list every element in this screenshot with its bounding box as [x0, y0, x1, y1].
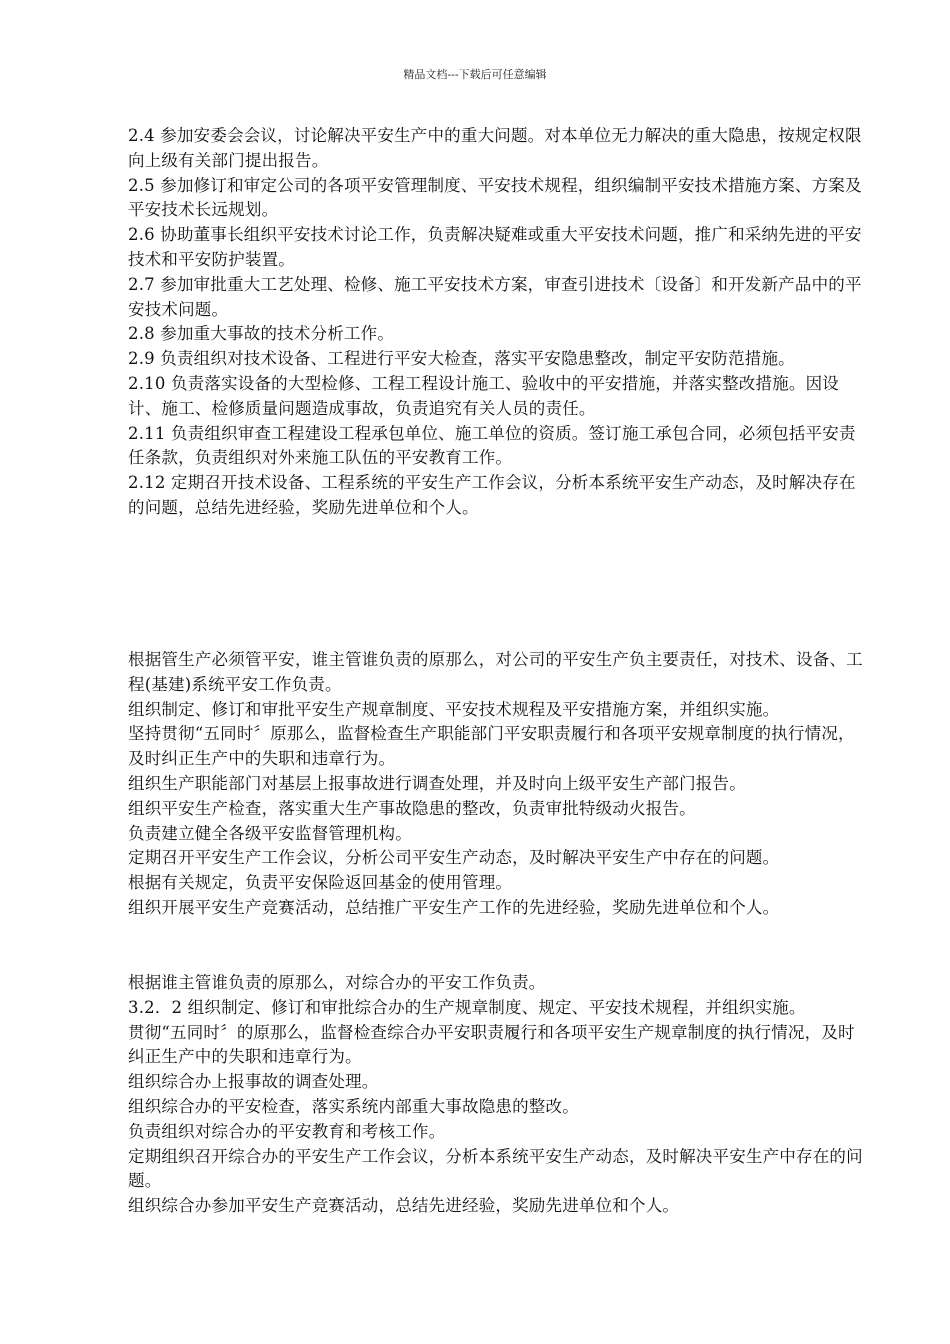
paragraph: 2.4 参加安委会会议，讨论解决平安生产中的重大问题。对本单位无力解决的重大隐患，按规定权限向上级有关部门提出报告。 — [128, 126, 862, 170]
paragraph: 组织综合办参加平安生产竞赛活动，总结先进经验，奖励先进单位和个人。 — [128, 1196, 680, 1216]
paragraph: 定期组织召开综合办的平安生产工作会议，分析本系统平安生产动态，及时解决平安生产中存在的问题。 — [128, 1146, 863, 1191]
paragraph: 组织制定、修订和审批平安生产规章制度、平安技术规程及平安措施方案，并组织实施。 — [128, 699, 780, 719]
paragraph: 根据有关规定，负责平安保险返回基金的使用管理。 — [128, 873, 513, 893]
paragraph: 2.10 负责落实设备的大型检修、工程工程设计施工、验收中的平安措施，并落实整改措施。因设计、施工、检修质量问题造成事故，负责追究有关人员的责任。 — [128, 373, 839, 418]
paragraph: 组织开展平安生产竞赛活动，总结推广平安生产工作的先进经验，奖励先进单位和个人。 — [128, 897, 780, 917]
paragraph: 贯彻“五同时〞的原那么，监督检查综合办平安职责履行和各项平安生产规章制度的执行情况，及时纠正生产中的失职和违章行为。 — [128, 1022, 855, 1067]
paragraph: 负责组织对综合办的平安教育和考核工作。 — [128, 1121, 446, 1141]
paragraph: 坚持贯彻“五同时〞原那么，监督检查生产职能部门平安职责履行和各项平安规章制度的执行情况，及时纠正生产中的失职和违章行为。 — [128, 724, 855, 769]
section-production-safety-duties — [128, 648, 868, 921]
paragraph: 2.5 参加修订和审定公司的各项平安管理制度、平安技术规程，组织编制平安技术措施方案、方案及平安技术长远规划。 — [128, 175, 862, 220]
paragraph: 负责建立健全各级平安监督管理机构。 — [128, 823, 412, 843]
paragraph: 2.7 参加审批重大工艺处理、检修、施工平安技术方案，审查引进技术〔设备〕和开发新产品中的平安技术问题。 — [128, 274, 862, 319]
paragraph: 2.6 协助董事长组织平安技术讨论工作，负责解决疑难或重大平安技术问题，推广和采纳先进的平安技术和平安防护装置。 — [128, 225, 862, 269]
section-deputy-technical-duties — [128, 124, 868, 521]
paragraph: 组织综合办上报事故的调查处理。 — [128, 1072, 379, 1092]
section-general-office-duties — [128, 971, 868, 1219]
paragraph: 根据管生产必须管平安，谁主管谁负责的原那么，对公司的平安生产负主要责任，对技术、设备、工程(基建)系统平安工作负责。 — [128, 650, 863, 694]
paragraph: 3.2．2 组织制定、修订和审批综合办的生产规章制度、规定、平安技术规程，并组织实施。 — [128, 997, 806, 1017]
paragraph: 2.9 负责组织对技术设备、工程进行平安大检查，落实平安隐患整改，制定平安防范措施。 — [128, 349, 795, 369]
paragraph: 组织综合办的平安检查，落实系统内部重大事故隐患的整改。 — [128, 1096, 579, 1116]
paragraph: 根据谁主管谁负责的原那么，对综合办的平安工作负责。 — [128, 973, 546, 992]
paragraph: 组织平安生产检查，落实重大生产事故隐患的整改，负责审批特级动火报告。 — [128, 798, 696, 818]
paragraph: 定期召开平安生产工作会议，分析公司平安生产动态，及时解决平安生产中存在的问题。 — [128, 848, 780, 868]
page-header: 精品文档---下载后可任意编辑 — [403, 68, 547, 81]
paragraph: 组织生产职能部门对基层上报事故进行调查处理，并及时向上级平安生产部门报告。 — [128, 773, 746, 793]
paragraph: 2.11 负责组织审查工程建设工程承包单位、施工单位的资质。签订施工承包合同，必须包括平安责任条款，负责组织对外来施工队伍的平安教育工作。 — [128, 423, 856, 468]
paragraph: 2.12 定期召开技术设备、工程系统的平安生产工作会议，分析本系统平安生产动态，及时解决存在的问题，总结先进经验，奖励先进单位和个人。 — [128, 473, 856, 517]
paragraph: 2.8 参加重大事故的技术分析工作。 — [128, 324, 395, 344]
